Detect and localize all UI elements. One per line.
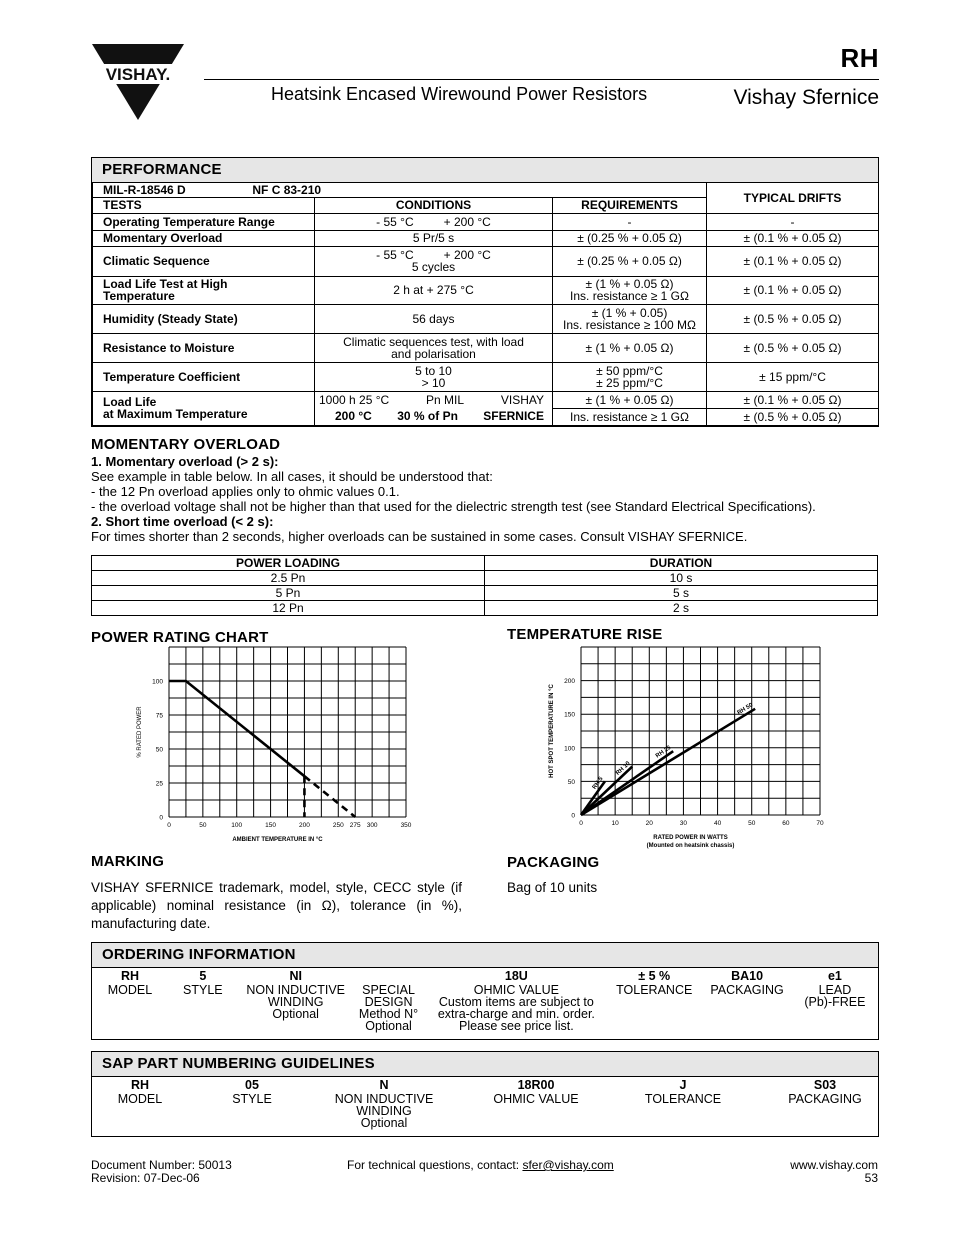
table-cell: 12 Pn — [92, 601, 485, 616]
table-row — [93, 230, 879, 246]
cond-value: + 200 °C — [443, 248, 491, 262]
field-label: LEAD (Pb)-FREE — [804, 983, 866, 1009]
y-tick-label: 25 — [155, 780, 163, 788]
ordering-field — [222, 1079, 282, 1129]
test-condition: 5 Pr/5 s — [315, 230, 553, 246]
series-line — [581, 767, 632, 815]
cond-value: 5 cycles — [411, 260, 456, 274]
table-row — [93, 333, 879, 362]
col-duration: DURATION — [485, 556, 878, 571]
table-row — [93, 276, 879, 304]
field-value: NI — [289, 969, 302, 983]
col-typical-drifts: TYPICAL DRIFTS — [707, 183, 879, 213]
field-note: Optional — [272, 1007, 319, 1021]
y-tick-label: 50 — [155, 746, 163, 754]
sap-guidelines-title: SAP PART NUMBERING GUIDELINES — [92, 1052, 878, 1077]
req-line: ± 50 ppm/°C — [596, 363, 663, 378]
footer-contact — [347, 1159, 614, 1172]
series-label: RH 5 — [591, 776, 605, 791]
vishay-logo — [92, 44, 184, 120]
ordering-field — [324, 1079, 444, 1129]
req-line: Ins. resistance ≥ 1 GΩ — [570, 289, 689, 303]
col-conditions: CONDITIONS — [315, 197, 553, 213]
field-label: TOLERANCE — [644, 1092, 722, 1106]
req-line: ± (1 % + 0.05 Ω) — [585, 277, 674, 291]
x-tick-label: 200 — [298, 822, 310, 829]
field-label: OHMIC VALUE — [493, 1092, 579, 1106]
ordering-field — [431, 970, 601, 1032]
power-rating-chart-title: POWER RATING CHART — [91, 629, 269, 646]
field-value: BA10 — [731, 969, 764, 983]
field-value: 5 — [199, 969, 207, 983]
table-row — [93, 213, 879, 230]
temperature-rise-title: TEMPERATURE RISE — [507, 626, 663, 643]
test-name-line: at Maximum Temperature — [103, 407, 248, 421]
x-tick-label: 300 — [366, 822, 378, 829]
field-label: PACKAGING — [710, 983, 784, 997]
footer-left — [91, 1159, 232, 1185]
typical-drift: ± (0.1 % + 0.05 Ω) — [707, 276, 879, 304]
table-row — [92, 601, 878, 616]
y-tick-label: 100 — [152, 678, 163, 686]
test-condition — [315, 246, 553, 276]
field-value: RH — [130, 1078, 150, 1092]
page-number: 53 — [864, 1171, 878, 1185]
table-row — [93, 391, 879, 408]
x-axis-label: RATED POWER IN WATTS — [653, 835, 728, 841]
series-label: RH 25 — [654, 744, 673, 760]
table-cell: 5 s — [485, 586, 878, 601]
typical-drift: ± (0.1 % + 0.05 Ω) — [707, 391, 879, 408]
contact-email-link[interactable]: sfer@vishay.com — [522, 1158, 614, 1172]
subheading: 1. Momentary overload (> 2 s): — [91, 454, 279, 469]
table-cell: 10 s — [485, 571, 878, 586]
test-condition: 56 days — [315, 304, 553, 333]
y-tick-label: 50 — [567, 778, 575, 786]
table-row — [93, 304, 879, 333]
typical-drift: ± (0.5 % + 0.05 Ω) — [707, 333, 879, 362]
field-value: S03 — [813, 1078, 837, 1092]
ordering-field — [173, 970, 233, 1032]
field-value: ± 5 % — [638, 969, 671, 983]
test-condition — [315, 408, 553, 425]
series-label: RH 50 — [736, 702, 755, 717]
x-tick-label: 150 — [265, 822, 277, 829]
field-note: Custom items are subject to extra-charge and min. order. Please see price list. — [437, 995, 595, 1033]
field-value — [359, 970, 419, 982]
test-condition — [315, 213, 553, 230]
test-name: Humidity (Steady State) — [93, 304, 315, 333]
field-label: PACKAGING — [788, 1092, 862, 1106]
x-axis-label: (Mounted on heatsink chassis) — [646, 843, 735, 849]
x-tick-label: 100 — [231, 822, 243, 829]
ordering-info-title: ORDERING INFORMATION — [92, 943, 878, 968]
cond-line: > 10 — [421, 375, 446, 390]
test-name-line: Temperature — [103, 289, 175, 303]
performance-box — [91, 157, 879, 427]
field-label: MODEL — [107, 983, 153, 997]
cond-line: Climatic sequences test, with load — [343, 334, 524, 349]
cond-value: Pn MIL — [426, 392, 465, 407]
req-line: ± (1 % + 0.05) — [591, 305, 668, 320]
table-cell: 5 Pn — [92, 586, 485, 601]
requirement: - — [553, 213, 707, 230]
cond-line: and polarisation — [391, 346, 476, 361]
x-tick-label: 0 — [167, 822, 171, 829]
ordering-field — [359, 970, 419, 1032]
test-name — [93, 391, 315, 425]
table-cell: 2.5 Pn — [92, 571, 485, 586]
power-loading-table — [91, 555, 878, 616]
y-tick-label: 75 — [155, 712, 163, 720]
requirement: ± (1 % + 0.05 Ω) — [553, 391, 707, 408]
typical-drift: ± (0.1 % + 0.05 Ω) — [707, 230, 879, 246]
field-label: SPECIAL DESIGN Method N° — [358, 983, 419, 1021]
test-condition: 2 h at + 275 °C — [315, 276, 553, 304]
requirement — [553, 362, 707, 391]
x-tick-label: 30 — [679, 820, 688, 827]
series-line — [581, 709, 755, 815]
test-condition — [315, 362, 553, 391]
paragraph-line: For times shorter than 2 seconds, higher overloads can be sustained in some cases. Consult VISHAY SFERNICE. — [91, 529, 748, 544]
field-note: Optional — [360, 1116, 408, 1130]
ordering-field — [100, 1079, 180, 1129]
field-value: 18U — [504, 969, 528, 983]
paragraph-line: - the overload voltage shall not be higher than that used for the dielectric strength test (see Standard Electrical Specifications). — [91, 499, 816, 514]
requirement: ± (1 % + 0.05 Ω) — [553, 333, 707, 362]
field-value: J — [679, 1078, 687, 1092]
typical-drift: ± (0.1 % + 0.05 Ω) — [707, 246, 879, 276]
performance-title: PERFORMANCE — [92, 158, 878, 183]
x-tick-label: 350 — [400, 822, 412, 829]
x-tick-label: 10 — [611, 820, 619, 827]
field-label: MODEL — [117, 1092, 163, 1106]
test-name-line: Load Life — [103, 395, 157, 409]
field-value: 05 — [245, 1078, 259, 1092]
requirement: ± (0.25 % + 0.05 Ω) — [553, 246, 707, 276]
test-name: Operating Temperature Range — [93, 213, 315, 230]
table-row — [92, 571, 878, 586]
cond-value: 200 °C — [335, 409, 372, 424]
paragraph-line: - the 12 Pn overload applies only to ohmic values 0.1. — [91, 484, 400, 499]
cond-line: 5 to 10 — [415, 363, 452, 378]
cond-value: SFERNICE — [483, 409, 544, 424]
test-condition — [315, 333, 553, 362]
subheading: 2. Short time overload (< 2 s): — [91, 514, 274, 529]
ordering-field — [486, 1079, 586, 1129]
field-value: 18R00 — [517, 1078, 555, 1092]
x-tick-label: 70 — [816, 820, 824, 827]
table-row — [92, 586, 878, 601]
x-tick-label: 20 — [645, 820, 653, 827]
paragraph-line: See example in table below. In all cases, it should be understood that: — [91, 469, 493, 484]
req-line: ± 25 ppm/°C — [596, 375, 663, 390]
y-tick-label: 200 — [564, 678, 575, 686]
website-link[interactable]: www.vishay.com — [790, 1158, 878, 1172]
typical-drift: ± (0.5 % + 0.05 Ω) — [707, 408, 879, 425]
ordering-field — [100, 970, 160, 1032]
marking-title: MARKING — [91, 853, 165, 870]
ordering-field — [780, 1079, 870, 1129]
requirement — [553, 276, 707, 304]
field-label: OHMIC VALUE — [473, 983, 559, 997]
x-tick-label: 40 — [713, 820, 722, 827]
field-value: N — [379, 1078, 389, 1092]
cond-value: 1000 h 25 °C — [319, 392, 390, 407]
cond-value: + 200 °C — [443, 214, 491, 229]
ordering-field — [707, 970, 787, 1032]
temperature-rise-chart — [540, 640, 840, 850]
requirement: Ins. resistance ≥ 1 GΩ — [553, 408, 707, 425]
header-rule — [204, 79, 879, 80]
test-condition — [315, 391, 553, 408]
product-code: RH — [840, 43, 879, 73]
cond-value: - 55 °C — [376, 248, 414, 262]
table-row — [93, 246, 879, 276]
cond-value: - 55 °C — [376, 214, 414, 229]
field-note: Optional — [365, 1019, 412, 1033]
standard-mil: MIL-R-18546 D — [103, 182, 186, 197]
standard-nfc: NF C 83-210 — [252, 182, 322, 197]
requirement: ± (0.25 % + 0.05 Ω) — [553, 230, 707, 246]
test-name: Resistance to Moisture — [93, 333, 315, 362]
col-tests: TESTS — [93, 197, 315, 213]
requirement — [553, 304, 707, 333]
ordering-info-box — [91, 942, 879, 1040]
standards-row — [93, 183, 707, 197]
col-requirements: REQUIREMENTS — [553, 197, 707, 213]
y-tick-label: 0 — [571, 812, 575, 820]
y-axis-label: % RATED POWER — [137, 706, 143, 758]
field-label: STYLE — [183, 983, 223, 997]
company-name: Vishay Sfernice — [733, 86, 879, 109]
momentary-overload-text — [91, 454, 891, 544]
contact-text: For technical questions, contact: — [347, 1158, 523, 1172]
performance-table — [92, 183, 879, 426]
sap-guidelines-columns — [92, 1077, 878, 1129]
field-label: NON INDUCTIVE WINDING — [334, 1092, 434, 1118]
revision: Revision: 07-Dec-06 — [91, 1171, 200, 1185]
typical-drift: ± 15 ppm/°C — [707, 362, 879, 391]
x-axis-label: AMBIENT TEMPERATURE IN °C — [232, 837, 323, 843]
x-tick-label: 50 — [748, 820, 756, 827]
ordering-field — [246, 970, 346, 1032]
field-label: TOLERANCE — [616, 983, 693, 997]
field-value: e1 — [827, 969, 842, 983]
test-name — [93, 276, 315, 304]
y-tick-label: 0 — [159, 814, 163, 822]
x-tick-label: 50 — [199, 822, 207, 829]
power-rating-chart — [120, 640, 430, 845]
logo-text: VISHAY. — [105, 65, 171, 84]
ordering-field — [614, 970, 694, 1032]
x-tick-label: 250 — [332, 822, 344, 829]
cond-value: VISHAY — [500, 392, 544, 407]
req-line: Ins. resistance ≥ 100 MΩ — [563, 317, 696, 332]
y-tick-label: 100 — [564, 745, 575, 753]
cond-value: 30 % of Pn — [397, 409, 458, 424]
table-cell: 2 s — [485, 601, 878, 616]
test-name: Momentary Overload — [93, 230, 315, 246]
momentary-overload-title: MOMENTARY OVERLOAD — [91, 436, 281, 453]
page-subtitle: Heatsink Encased Wirewound Power Resistors — [271, 84, 648, 104]
document-number: Document Number: 50013 — [91, 1158, 232, 1172]
ordering-info-columns — [92, 968, 878, 1032]
packaging-text: Bag of 10 units — [507, 880, 598, 895]
series-label: RH 10 — [615, 760, 632, 777]
y-tick-label: 150 — [564, 711, 575, 719]
y-axis-label: HOT SPOT TEMPERATURE IN °C — [549, 684, 555, 778]
table-row — [93, 362, 879, 391]
footer-right — [790, 1159, 878, 1185]
marking-text: VISHAY SFERNICE trademark, model, style, CECC style (if applicable) nominal resistance (in Ω), tolerance (in %), manufacturing date. — [91, 880, 462, 931]
field-label: STYLE — [232, 1092, 272, 1106]
typical-drift: ± (0.5 % + 0.05 Ω) — [707, 304, 879, 333]
packaging-title: PACKAGING — [507, 854, 600, 871]
test-name: Climatic Sequence — [93, 246, 315, 276]
typical-drift: - — [707, 213, 879, 230]
sap-guidelines-box — [91, 1051, 879, 1137]
x-tick-label: 60 — [782, 820, 790, 827]
col-power-loading: POWER LOADING — [92, 556, 485, 571]
power-loading-table-wrap — [91, 555, 878, 616]
field-value: RH — [120, 969, 140, 983]
field-label: NON INDUCTIVE WINDING — [246, 983, 345, 1009]
ordering-field — [800, 970, 870, 1032]
test-name-line: Load Life Test at High — [103, 277, 228, 291]
x-tick-label: 0 — [579, 820, 583, 827]
x-tick-label: 275 — [349, 822, 361, 829]
ordering-field — [628, 1079, 738, 1129]
series-line — [304, 776, 355, 817]
test-name: Temperature Coefficient — [93, 362, 315, 391]
